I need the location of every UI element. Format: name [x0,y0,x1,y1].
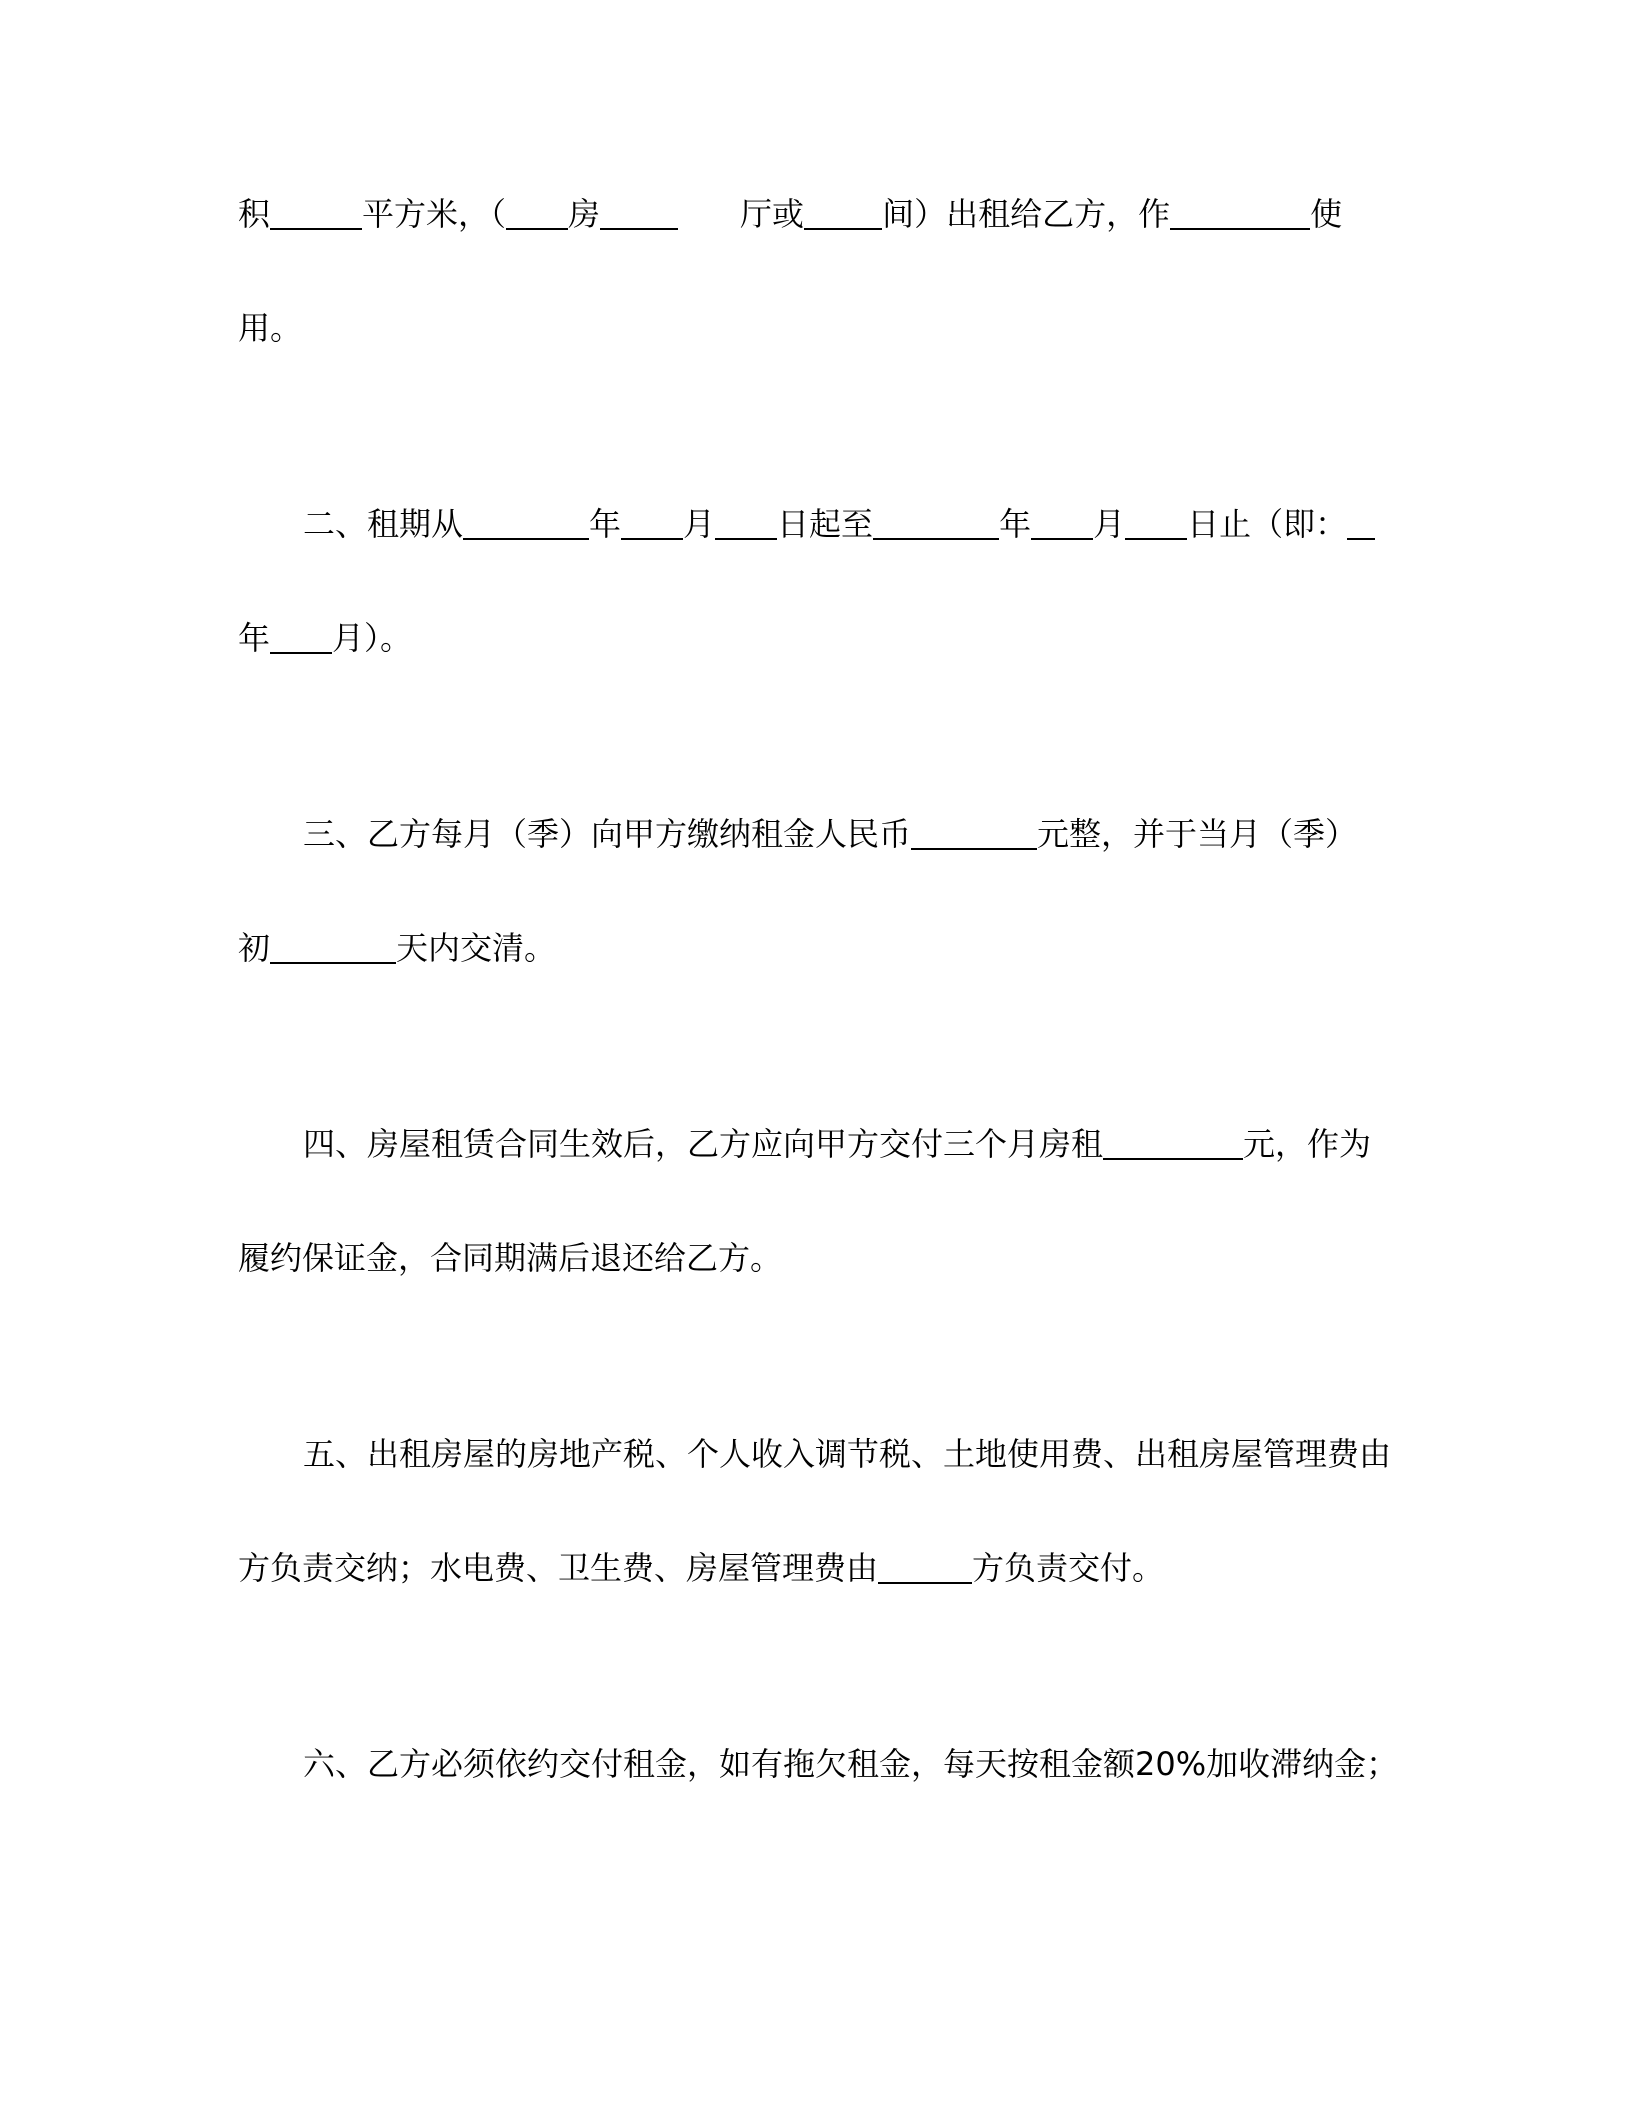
clause1-text-use: 使 [1310,195,1343,233]
clause5-text-end: 方负责交付。 [972,1549,1165,1587]
pay-days-blank[interactable] [270,926,396,964]
clause5-line1 [303,1428,1453,1480]
room-blank[interactable] [600,192,678,230]
area-blank[interactable] [270,192,362,230]
clause1-text-rent: 间）出租给乙方，作 [882,195,1171,233]
clause2-line2 [238,612,1388,664]
clause1-text-room: 房 [568,195,601,233]
end-year-blank[interactable] [873,502,999,540]
clause1-line1 [238,188,1388,240]
clause2-line1 [303,498,1453,550]
clause3-text-start: 三、乙方每月（季）向甲方缴纳租金人民币 [303,815,912,853]
start-year-blank[interactable] [463,502,589,540]
clause2-text-month: 月 [683,505,716,543]
term-months-blank[interactable] [270,616,332,654]
utilities-party-blank[interactable] [878,1546,972,1584]
term-years-blank[interactable] [1347,502,1375,540]
rent-amount-blank[interactable] [911,812,1037,850]
clause2-text-year2: 年 [999,505,1032,543]
clause4-text-yuan: 元，作为 [1243,1125,1372,1163]
purpose-blank[interactable] [1170,192,1310,230]
clause1-text-sqm: 平方米，（ [362,195,507,233]
clause1-text-hall: 厅或 [740,195,805,233]
clause2-text-year3: 年 [238,619,271,657]
start-month-blank[interactable] [621,502,683,540]
clause3-text-yuan: 元整，并于当月（季） [1037,815,1358,853]
rooms-blank[interactable] [506,192,568,230]
clause5-line2 [238,1542,1388,1594]
clause6-text: 六、乙方必须依约交付租金，如有拖欠租金，每天按租金额20%加收滞纳金； [303,1745,1399,1783]
clause3-text-end: 天内交清。 [396,929,557,967]
hall-blank[interactable] [804,192,882,230]
clause2-text-until: 日止（即： [1187,505,1348,543]
clause3-line1 [303,808,1453,860]
clause4-line1 [303,1118,1453,1170]
clause1-line2 [238,302,1388,354]
clause6-line1 [303,1738,1453,1790]
clause3-text-chu: 初 [238,929,271,967]
clause1-text-area: 积 [238,195,271,233]
end-month-blank[interactable] [1031,502,1093,540]
clause3-line2 [238,922,1388,974]
clause2-text-month2: 月 [1093,505,1126,543]
clause4-text-start: 四、房屋租赁合同生效后，乙方应向甲方交付三个月房租 [303,1125,1104,1163]
clause2-text-year: 年 [589,505,622,543]
clause5-text-mid: 方负责交纳；水电费、卫生费、房屋管理费由 [238,1549,879,1587]
deposit-blank[interactable] [1103,1122,1243,1160]
clause4-text-end: 履约保证金，合同期满后退还给乙方。 [238,1239,783,1277]
clause1-text-end: 用。 [238,309,303,347]
clause2-text-start: 二、租期从 [303,505,464,543]
end-day-blank[interactable] [1125,502,1187,540]
start-day-blank[interactable] [715,502,777,540]
clause4-line2 [238,1232,1388,1284]
clause2-text-to: 日起至 [777,505,874,543]
clause5-text-start: 五、出租房屋的房地产税、个人收入调节税、土地使用费、出租房屋管理费由 [303,1435,1392,1473]
clause2-text-end: 月）。 [332,619,413,657]
